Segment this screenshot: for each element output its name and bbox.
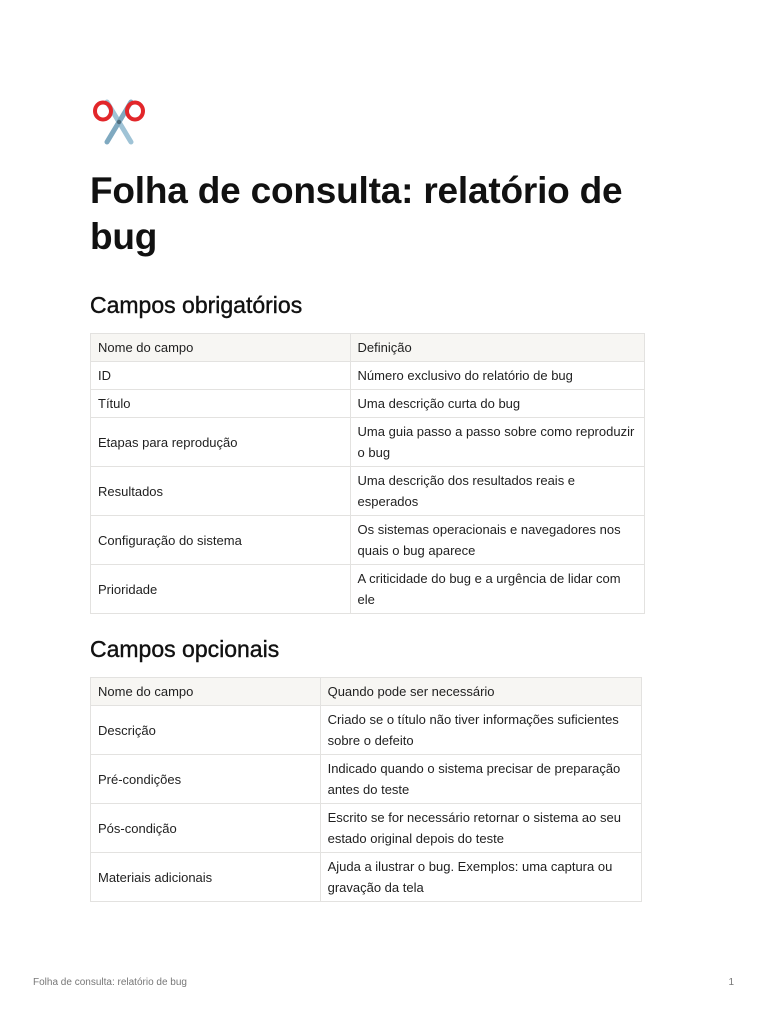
field-usage-cell: Escrito se for necessário retornar o sistema ao seu estado original depois do teste: [320, 804, 641, 853]
column-header: Nome do campo: [91, 334, 351, 362]
field-definition-cell: Número exclusivo do relatório de bug: [350, 362, 644, 390]
field-name-cell: Título: [91, 390, 351, 418]
field-name-cell: Pré-condições: [91, 755, 321, 804]
field-name-cell: Materiais adicionais: [91, 853, 321, 902]
table-row: [91, 418, 645, 467]
page-title: Folha de consulta: relatório de bug: [90, 170, 623, 257]
field-usage-cell: Indicado quando o sistema precisar de preparação antes do teste: [320, 755, 641, 804]
document-page: [90, 96, 650, 902]
field-definition-cell: A criticidade do bug e a urgência de lidar com ele: [350, 565, 644, 614]
field-name-cell: Descrição: [91, 706, 321, 755]
field-name-cell: Configuração do sistema: [91, 516, 351, 565]
optional-fields-table: [90, 677, 642, 902]
table-row: [91, 706, 642, 755]
column-header: Quando pode ser necessário: [320, 678, 641, 706]
table-row: [91, 467, 645, 516]
field-definition-cell: Uma guia passo a passo sobre como reproduzir o bug: [350, 418, 644, 467]
column-header: Nome do campo: [91, 678, 321, 706]
table-row: [91, 755, 642, 804]
footer-document-title: Folha de consulta: relatório de bug: [33, 977, 187, 988]
table-row: [91, 565, 645, 614]
field-usage-cell: Criado se o título não tiver informações suficientes sobre o defeito: [320, 706, 641, 755]
required-fields-heading: Campos obrigatórios: [90, 292, 303, 318]
field-name-cell: Resultados: [91, 467, 351, 516]
footer-page-number: 1: [728, 977, 734, 988]
table-row: [91, 516, 645, 565]
table-header-row: [91, 334, 645, 362]
field-definition-cell: Uma descrição curta do bug: [350, 390, 644, 418]
field-name-cell: Etapas para reprodução: [91, 418, 351, 467]
table-row: [91, 853, 642, 902]
required-fields-table: [90, 333, 645, 614]
table-row: [91, 390, 645, 418]
field-definition-cell: Uma descrição dos resultados reais e esperados: [350, 467, 644, 516]
table-header-row: [91, 678, 642, 706]
scissors-icon: [90, 96, 148, 158]
optional-fields-heading: Campos opcionais: [90, 636, 280, 662]
column-header: Definição: [350, 334, 644, 362]
field-name-cell: Prioridade: [91, 565, 351, 614]
field-usage-cell: Ajuda a ilustrar o bug. Exemplos: uma captura ou gravação da tela: [320, 853, 641, 902]
table-row: [91, 362, 645, 390]
field-name-cell: ID: [91, 362, 351, 390]
field-definition-cell: Os sistemas operacionais e navegadores nos quais o bug aparece: [350, 516, 644, 565]
field-name-cell: Pós-condição: [91, 804, 321, 853]
table-row: [91, 804, 642, 853]
